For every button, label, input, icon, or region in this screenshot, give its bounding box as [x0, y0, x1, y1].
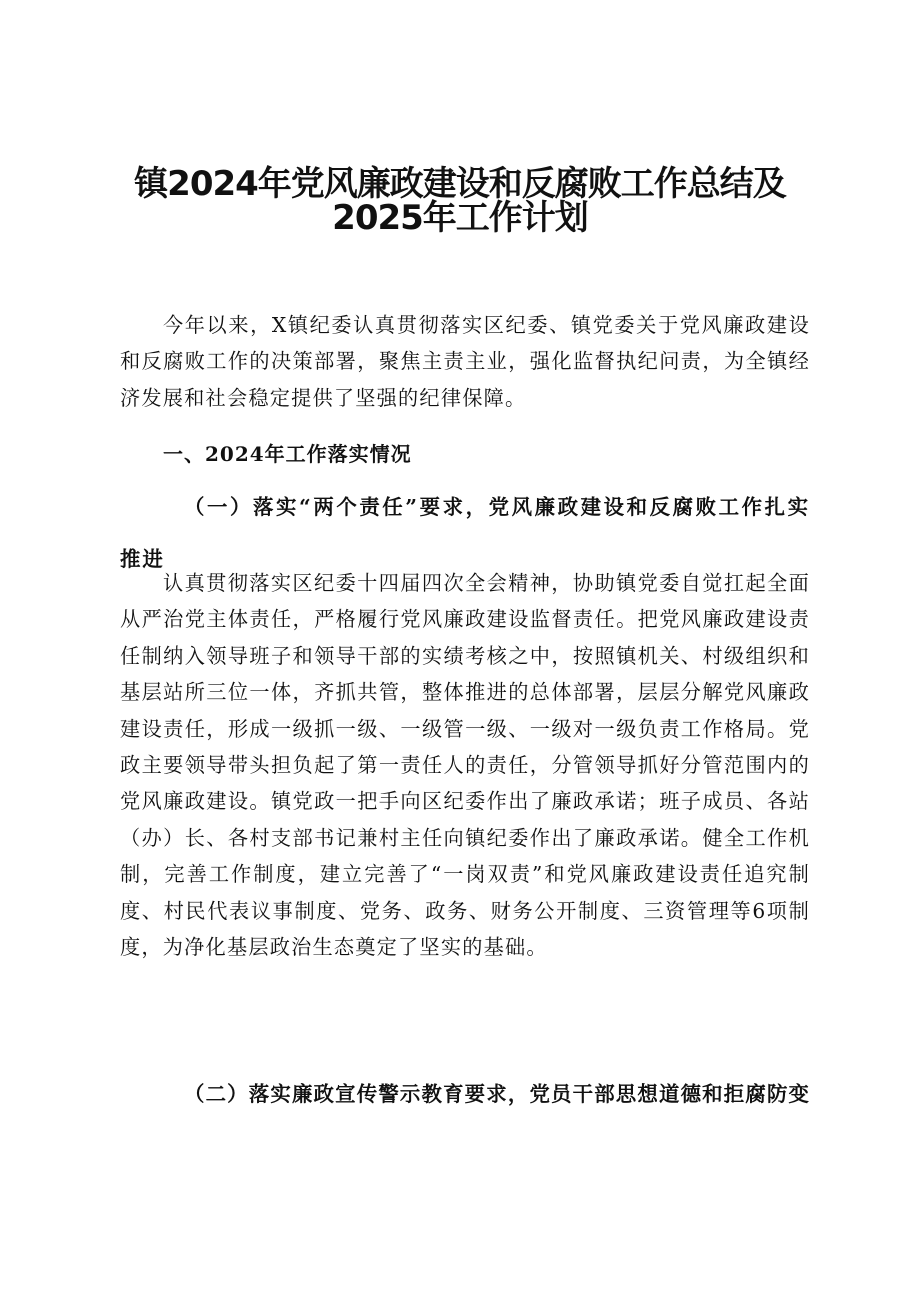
subsection-1-heading: （一）落实“两个责任”要求，党风廉政建设和反腐败工作扎实推进 [120, 495, 810, 571]
section-1-heading: 一、2024年工作落实情况 [163, 442, 412, 466]
intro-paragraph: 今年以来，X镇纪委认真贯彻落实区纪委、镇党委关于党风廉政建设和反腐败工作的决策部署，聚焦主责主业，强化监督执纪问责，为全镇经济发展和社会稳定提供了坚强的纪律保障。 [120, 313, 810, 410]
subsection-1-body: 认真贯彻落实区纪委十四届四次全会精神，协助镇党委自觉扛起全面从严治党主体责任，严格履行党风廉政建设监督责任。把党风廉政建设责任制纳入领导班子和领导干部的实绩考核之中，按照镇机关、村级组织和基层站所三位一体，齐抓共管，整体推进的总体部署，层层分解党风廉政建设责任，形成一级抓一级、一级管一级、一级对一级负责工作格局。党政主要领导带头担负起了第一责任人的责任，分管领导抓好分管范围内的党风廉政建设。镇党政一把手向区纪委作出了廉政承诺；班子成员、各站（办）长、各村支部书记兼村主任向镇纪委作出了廉政承诺。健全工作机制，完善工作制度，建立完善了“一岗双责”和党风廉政建设责任追究制度、村民代表议事制度、党务、政务、财务公开制度、三资管理等6项制度，为净化基层政治生态奠定了坚实的基础。 [120, 571, 810, 960]
document-title-line-2: 2025年工作计划 [332, 198, 588, 238]
document-title-line-1: 镇2024年党风廉政建设和反腐败工作总结及 [134, 164, 786, 204]
subsection-2-heading: （二）落实廉政宣传警示教育要求，党员干部思想道德和拒腐防变 [184, 1082, 810, 1106]
